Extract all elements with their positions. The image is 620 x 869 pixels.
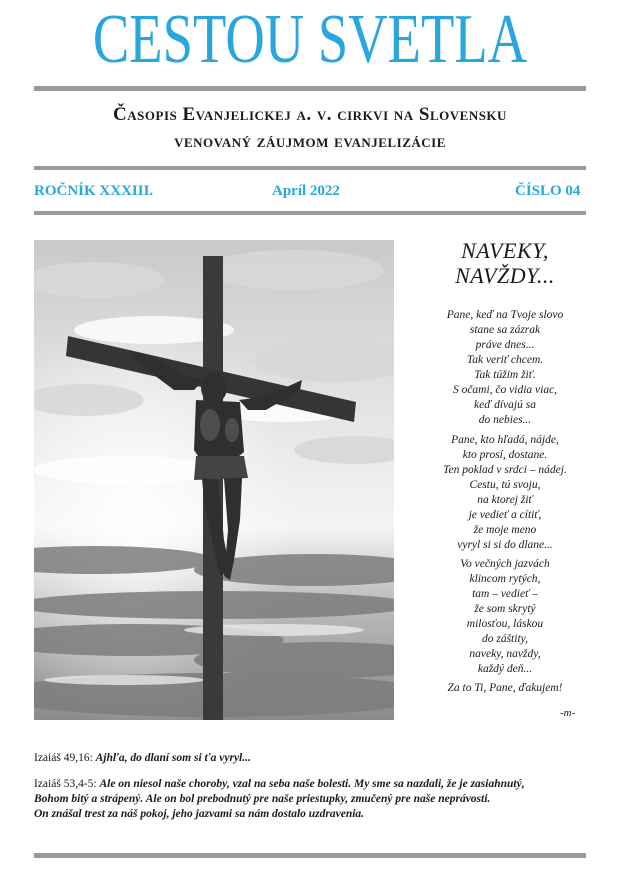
poem-line: klincom rytých, [469,573,541,585]
poem-stanza-1 [400,308,610,428]
cover-photo-crucifix [34,240,394,720]
issue-rule [34,211,586,215]
poem-stanza-3 [400,557,610,677]
verse-isaiah-53 [34,777,594,822]
poem-line: milosťou, láskou [466,618,544,630]
poem-line: že som skrytý [474,603,536,615]
poem-line: do záštity, [481,633,528,645]
poem-line: Tak túžim žiť. [474,369,536,381]
subtitle-line-2: venovaný záujmom evanjelizácie [174,131,446,152]
verse-reference: Izaiáš 49,16: [34,752,93,764]
poem-line: Pane, kto hľadá, nájde, [451,434,559,446]
poem-line: je vedieť a cítiť, [468,509,542,521]
bottom-rule [34,853,586,858]
poem-line: každý deň... [477,663,533,675]
poem-line: S očami, čo vidia viac, [452,384,558,396]
subtitle-line-1: Časopis Evanjelickej a. v. cirkvi na Slovensku [113,104,507,125]
verse-reference: Izaiáš 53,4-5: [34,778,97,790]
poem-closing [400,681,610,696]
poem-closing-line: Za to Ti, Pane, ďakujem! [447,682,563,694]
poem-line: keď dívajú sa [474,399,536,411]
crucifix-photo-icon [34,240,394,720]
verse-text-line-2: Bohom bitý a strápený. Ale on bol prebodnutý pre naše priestupky, zmučený pre naše neprávosti. [34,793,491,805]
poem-stanza-2 [400,433,610,553]
poem-line: kto prosí, dostane. [462,449,548,461]
subtitle-rule [34,166,586,170]
poem-line: tam – vedieť – [472,588,538,600]
issue-date: Apríl 2022 [272,183,340,199]
poem-title-line-1: NAVEKY, [461,238,549,263]
poem-line: Vo večných jazvách [460,558,550,570]
poem-line: do nebies... [478,414,532,426]
verse-text: Ajhľa, do dlaní som si ťa vyryl... [95,752,251,764]
poem-line: vyryl si si do dlane... [457,539,553,551]
poem-line: stane sa zázrak [469,324,541,336]
verse-text-line-3: On znášal trest za náš pokoj, jeho jazvami sa nám dostalo uzdravenia. [34,808,365,820]
poem-line: na ktorej žiť [477,494,533,506]
verse-isaiah-49 [34,751,594,766]
issue-number: ČÍSLO 04 [515,183,581,199]
poem-line: Tak veriť chcem. [466,354,544,366]
poem-line: že moje meno [473,524,537,536]
poem-line: Ten poklad v srdci – nádej. [443,464,567,476]
poem-title-line-2: NAVŽDY... [455,263,555,288]
magazine-title: CESTOU SVETLA [92,1,528,78]
top-rule [34,86,586,91]
issue-volume: ROČNÍK XXXIII. [34,183,154,199]
poem-line: práve dnes... [475,339,535,351]
poem-signature: -m- [560,707,576,719]
poem-line: Pane, keď na Tvoje slovo [446,309,564,321]
verse-text-line-1: Ale on niesol naše choroby, vzal na seba naše bolesti. My sme sa nazdali, že je zasiahnutý, [99,778,525,790]
poem-line: Cestu, tú svoju, [469,479,541,491]
poem-line: naveky, navždy, [469,648,541,660]
